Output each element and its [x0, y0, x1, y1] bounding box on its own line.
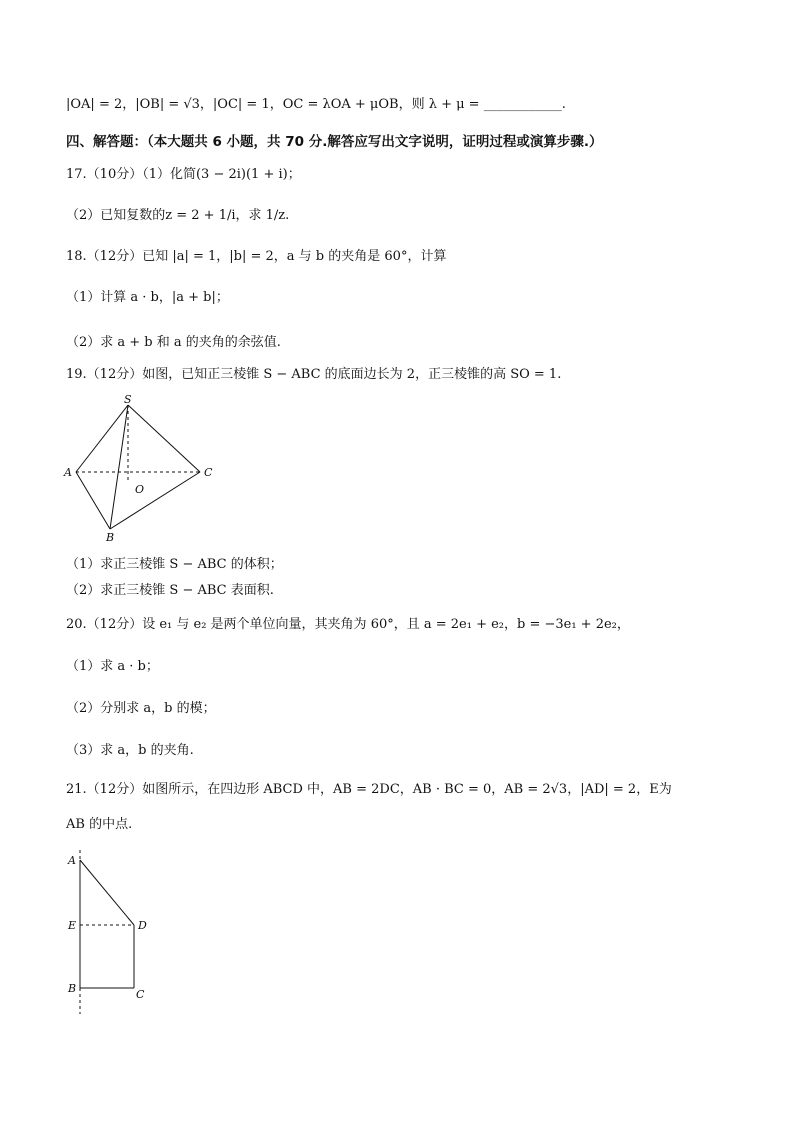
q17-part2: （2）已知复数的z = 2 + 1/i，求 1/z.: [66, 208, 290, 223]
q19-part2: （2）求正三棱锥 S − ABC 表面积.: [66, 583, 274, 598]
label-C: C: [204, 466, 213, 479]
label-B: B: [106, 531, 115, 542]
q20-part3: （3）求 a，b 的夹角.: [66, 743, 194, 758]
section-title: 四、解答题：（本大题共 6 小题，共 70 分.解答应写出文字说明，证明过程或演算步骤.）: [66, 134, 603, 150]
label-S: S: [124, 393, 132, 406]
label-E: E: [68, 919, 77, 932]
label-A: A: [64, 466, 72, 479]
q20-head: 20.（12分）设 e₁ 与 e₂ 是两个单位向量，其夹角为 60°，且 a = 2e₁ + e₂，b = −3e₁ + 2e₂，: [66, 617, 630, 632]
q18-part2: （2）求 a + b 和 a 的夹角的余弦值.: [66, 335, 281, 350]
label-D: D: [138, 919, 147, 932]
q17-head: 17.（10分）（1）化简(3 − 2i)(1 + i)；: [66, 167, 301, 182]
q20-part2: （2）分别求 a，b 的模；: [66, 701, 216, 716]
q20-part1: （1）求 a · b；: [66, 659, 159, 674]
quadrilateral-figure: [64, 848, 164, 1018]
q19-part1: （1）求正三棱锥 S − ABC 的体积；: [66, 557, 283, 572]
q18-head: 18.（12分）已知 |a| = 1，|b| = 2，a 与 b 的夹角是 60°，计算: [66, 249, 447, 264]
label-O: O: [135, 483, 145, 496]
label-B2: B: [68, 982, 77, 995]
q19-head: 19.（12分）如图，已知正三棱锥 S − ABC 的底面边长为 2，正三棱锥的高 SO = 1.: [66, 367, 562, 382]
pyramid-figure: [62, 392, 222, 542]
label-C2: C: [136, 988, 145, 1001]
q21-head: 21.（12分）如图所示，在四边形 ABCD 中，AB = 2DC，AB · BC = 0，AB = 2√3，|AD| = 2，E为: [66, 782, 672, 797]
q21-head-cont: AB 的中点.: [66, 817, 133, 832]
label-A2: A: [68, 854, 76, 867]
top-answer-line: |OA| = 2，|OB| = √3，|OC| = 1，OC = λOA + μOB，则 λ + μ = ____________.: [66, 97, 566, 112]
q18-part1: （1）计算 a · b，|a + b|；: [66, 290, 229, 305]
